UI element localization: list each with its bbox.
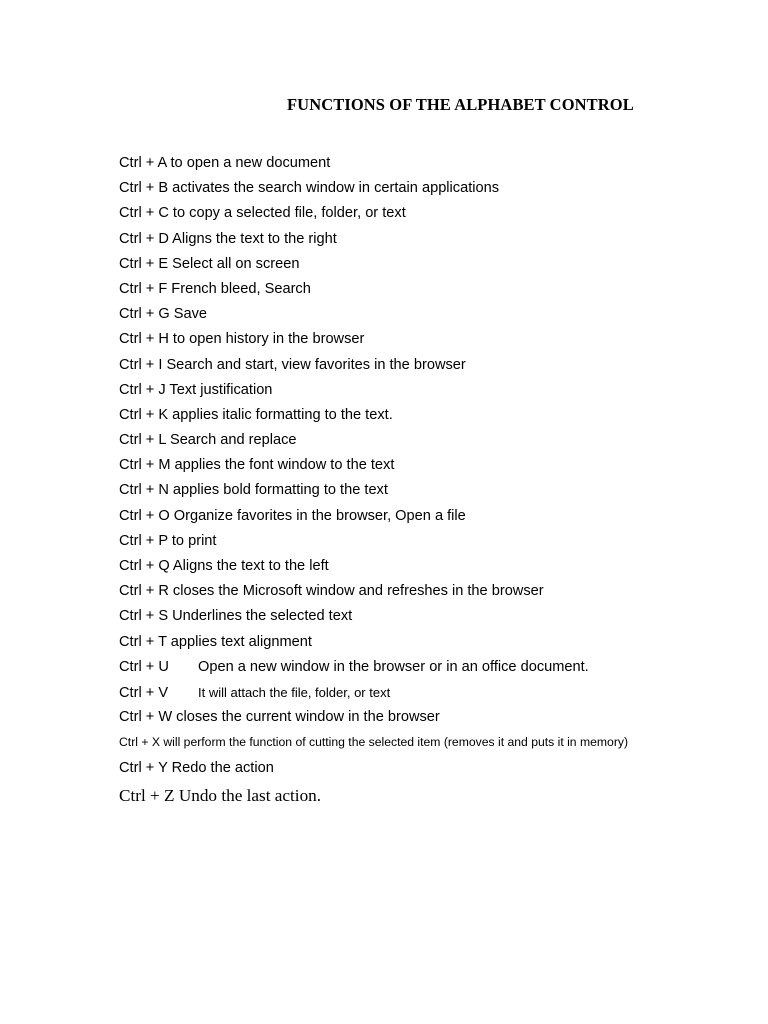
shortcut-description: Redo the action bbox=[167, 759, 274, 776]
shortcut-item-a bbox=[119, 151, 628, 176]
shortcut-item-k bbox=[119, 403, 628, 428]
shortcut-description: activates the search window in certain applications bbox=[168, 180, 500, 197]
shortcut-key: Ctrl + T bbox=[119, 633, 167, 650]
shortcut-key: Ctrl + M bbox=[119, 457, 171, 474]
shortcut-key: Ctrl + B bbox=[119, 180, 169, 197]
shortcut-key: Ctrl + F bbox=[119, 280, 168, 297]
shortcut-key: Ctrl + A bbox=[119, 155, 167, 171]
shortcut-key: Ctrl + L bbox=[119, 432, 166, 449]
shortcut-description: applies text alignment bbox=[166, 633, 312, 650]
shortcut-item-s bbox=[119, 604, 628, 629]
shortcut-item-c bbox=[119, 201, 628, 226]
shortcut-key: Ctrl + D bbox=[119, 230, 169, 247]
shortcut-description: to open history in the browser bbox=[168, 331, 365, 348]
shortcut-key: Ctrl + I bbox=[119, 356, 163, 373]
shortcut-description: to print bbox=[167, 532, 217, 549]
shortcut-description: Select all on screen bbox=[168, 255, 300, 272]
shortcut-description: Underlines the selected text bbox=[168, 608, 353, 625]
shortcut-key: Ctrl + Z bbox=[119, 785, 175, 805]
shortcut-key: Ctrl + H bbox=[119, 331, 169, 348]
shortcut-item-l bbox=[119, 428, 628, 453]
shortcut-description: Open a new window in the browser or in an office document. bbox=[198, 658, 589, 675]
shortcut-item-e bbox=[119, 252, 628, 277]
shortcut-item-v bbox=[119, 680, 628, 705]
shortcut-key: Ctrl + N bbox=[119, 482, 169, 499]
shortcut-key: Ctrl + P bbox=[119, 532, 168, 549]
shortcut-item-f bbox=[119, 277, 628, 302]
shortcut-item-p bbox=[119, 529, 628, 554]
shortcut-item-y bbox=[119, 756, 628, 781]
shortcut-item-z bbox=[119, 781, 628, 811]
shortcut-description: to copy a selected file, folder, or text bbox=[168, 205, 406, 222]
shortcut-item-q bbox=[119, 554, 628, 579]
shortcut-item-m bbox=[119, 453, 628, 478]
shortcut-item-u bbox=[119, 655, 628, 680]
shortcut-description: closes the current window in the browser bbox=[172, 709, 440, 726]
shortcut-key: Ctrl + J bbox=[119, 381, 166, 398]
shortcut-item-r bbox=[119, 579, 628, 604]
shortcut-description: Organize favorites in the browser, Open a file bbox=[169, 507, 466, 524]
shortcut-key: Ctrl + U bbox=[119, 658, 169, 675]
shortcut-item-t bbox=[119, 630, 628, 655]
shortcut-description: will perform the function of cutting the selected item (removes it and puts it in memory) bbox=[159, 735, 629, 750]
shortcut-item-b bbox=[119, 176, 628, 201]
shortcut-item-i bbox=[119, 353, 628, 378]
shortcut-key: Ctrl + K bbox=[119, 406, 169, 423]
shortcut-key: Ctrl + C bbox=[119, 205, 169, 222]
shortcut-description: applies italic formatting to the text. bbox=[168, 406, 393, 423]
shortcut-item-n bbox=[119, 478, 628, 503]
shortcut-key: Ctrl + Y bbox=[119, 759, 168, 776]
shortcut-key: Ctrl + V bbox=[119, 684, 169, 701]
shortcut-key: Ctrl + O bbox=[119, 507, 170, 524]
shortcut-item-o bbox=[119, 504, 628, 529]
shortcut-description: Text justification bbox=[165, 381, 273, 398]
shortcut-description: applies the font window to the text bbox=[170, 457, 395, 474]
shortcut-item-g bbox=[119, 302, 628, 327]
shortcut-description: Save bbox=[169, 306, 208, 323]
shortcut-item-h bbox=[119, 327, 628, 352]
shortcut-key: Ctrl + X bbox=[119, 735, 160, 750]
shortcut-description: It will attach the file, folder, or text bbox=[198, 684, 391, 700]
shortcut-description: closes the Microsoft window and refreshes in the browser bbox=[168, 583, 544, 600]
shortcut-item-x bbox=[119, 730, 628, 755]
shortcut-key: Ctrl + R bbox=[119, 583, 169, 600]
shortcut-list bbox=[119, 151, 628, 811]
shortcut-key: Ctrl + G bbox=[119, 306, 170, 323]
shortcut-description: Undo the last action. bbox=[174, 785, 322, 805]
shortcut-description: Search and start, view favorites in the browser bbox=[162, 356, 466, 373]
shortcut-item-d bbox=[119, 227, 628, 252]
shortcut-item-j bbox=[119, 378, 628, 403]
shortcut-description: Aligns the text to the left bbox=[169, 558, 329, 574]
shortcut-key: Ctrl + E bbox=[119, 255, 169, 272]
shortcut-description: Search and replace bbox=[165, 432, 297, 449]
shortcut-key: Ctrl + W bbox=[119, 709, 173, 726]
shortcut-item-w bbox=[119, 705, 628, 730]
shortcut-description: French bleed, Search bbox=[167, 280, 311, 297]
shortcut-key: Ctrl + S bbox=[119, 608, 169, 625]
document-title: FUNCTIONS OF THE ALPHABET CONTROL bbox=[287, 95, 634, 114]
shortcut-description: to open a new document bbox=[166, 155, 331, 171]
shortcut-description: applies bold formatting to the text bbox=[168, 482, 388, 499]
shortcut-key: Ctrl + Q bbox=[119, 558, 170, 574]
shortcut-description: Aligns the text to the right bbox=[168, 230, 337, 247]
